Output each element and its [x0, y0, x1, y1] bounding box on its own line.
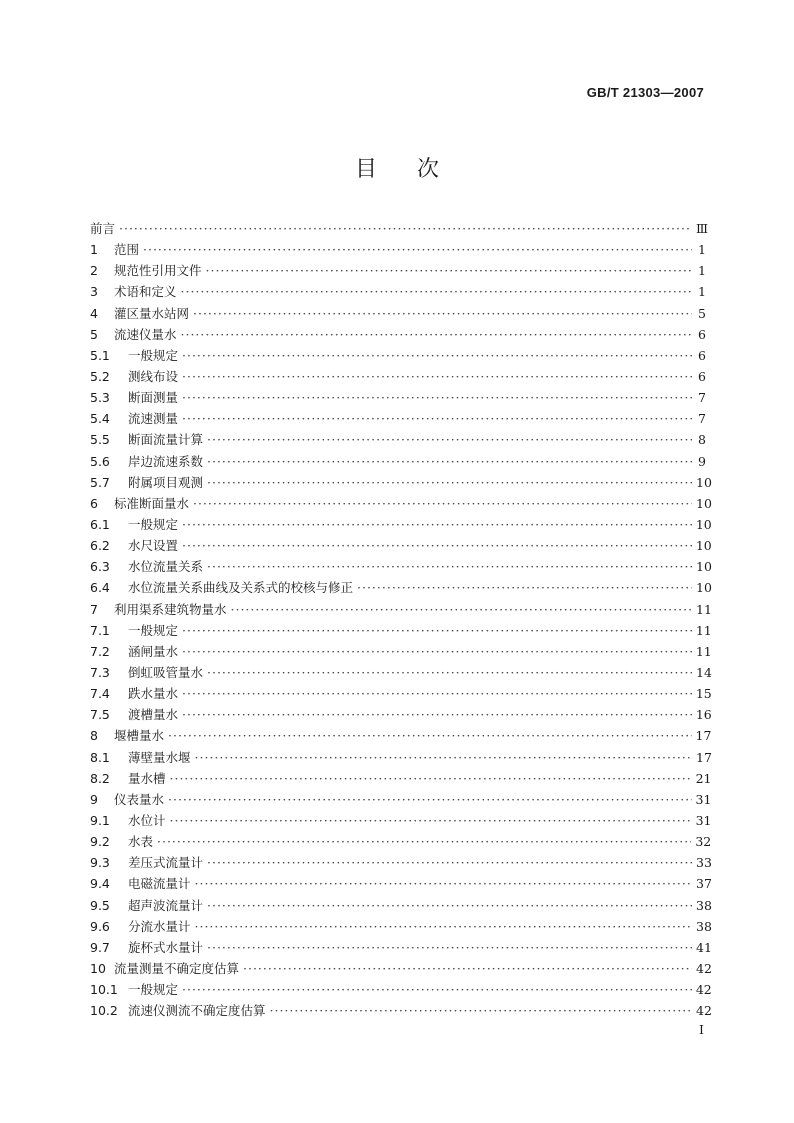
toc-entry-number: 7.2 — [90, 643, 110, 659]
toc-entry-page: 31 — [695, 791, 712, 807]
toc-entry[interactable] — [90, 917, 712, 938]
toc-entry-label: 旋杯式水量计 — [128, 939, 204, 955]
toc-entry-number: 8 — [90, 728, 98, 744]
toc-entry-page: 42 — [695, 982, 712, 998]
dot-leader — [170, 771, 692, 786]
page-title: 目次 — [354, 157, 479, 182]
toc-entry-page: 41 — [696, 939, 712, 955]
toc-entry-label: 一般规定 — [128, 516, 179, 532]
toc-entry-label: 灌区量水站网 — [114, 305, 190, 321]
toc-entry[interactable] — [90, 705, 712, 726]
toc-entry-label: 堰槽量水 — [114, 728, 165, 744]
toc-entry-label: 附属项目观测 — [128, 474, 204, 490]
toc-entry[interactable] — [90, 684, 712, 705]
toc-entry[interactable] — [90, 325, 706, 346]
toc-entry-page: 42 — [696, 960, 712, 976]
toc-entry-page: 10 — [696, 474, 712, 490]
toc-entry-number: 9.7 — [90, 939, 110, 955]
dot-leader — [207, 898, 692, 913]
toc-entry-number: 5 — [90, 326, 98, 342]
toc-entry-label: 水位计 — [128, 812, 166, 828]
toc-entry-number: 5.3 — [90, 390, 110, 406]
toc-entry-number: 5.4 — [90, 411, 110, 427]
dot-leader — [182, 411, 692, 426]
dot-leader — [119, 221, 692, 236]
toc-entry-page: 7 — [698, 390, 706, 406]
dot-leader — [182, 348, 692, 363]
dot-leader — [182, 390, 692, 405]
toc-entry-page: 6 — [698, 368, 706, 384]
dot-leader — [168, 728, 692, 743]
toc-entry-label: 电磁流量计 — [128, 876, 191, 892]
toc-entry-label: 量水槽 — [128, 770, 166, 786]
dot-leader — [168, 792, 692, 807]
toc-entry[interactable] — [90, 219, 709, 240]
toc-entry-label: 流量测量不确定度估算 — [114, 960, 240, 976]
toc-entry-label: 仪表量水 — [114, 791, 165, 807]
toc-entry[interactable] — [90, 938, 712, 959]
toc-entry-label: 范围 — [114, 242, 140, 258]
toc-entry[interactable] — [90, 515, 712, 536]
dot-leader — [207, 559, 692, 574]
toc-entry-page: 6 — [698, 347, 706, 363]
toc-entry-label: 规范性引用文件 — [114, 263, 202, 279]
dot-leader — [143, 242, 692, 257]
toc-entry-page: 15 — [695, 686, 712, 702]
toc-entry-label: 一般规定 — [128, 347, 179, 363]
toc-entry[interactable] — [90, 346, 706, 367]
toc-entry-page: 16 — [695, 707, 712, 723]
toc-entry-page: 10 — [695, 516, 712, 532]
toc-entry-label: 差压式流量计 — [128, 855, 204, 871]
toc-entry[interactable] — [90, 388, 706, 409]
toc-entry-page: 37 — [696, 876, 712, 892]
dot-leader — [206, 263, 692, 278]
dot-leader — [207, 855, 692, 870]
toc-entry-label: 超声波流量计 — [128, 897, 204, 913]
toc-entry-number: 6 — [90, 495, 98, 511]
dot-leader — [193, 496, 692, 511]
toc-entry[interactable] — [90, 621, 712, 642]
toc-entry[interactable] — [90, 769, 712, 790]
dot-leader — [182, 644, 692, 659]
toc-entry-label: 断面流量计算 — [128, 432, 204, 448]
toc-entry-number: 6.2 — [90, 538, 110, 554]
toc-entry-label: 一般规定 — [128, 982, 179, 998]
toc-entry[interactable] — [90, 557, 712, 578]
toc-entry[interactable] — [90, 832, 712, 853]
dot-leader — [207, 665, 692, 680]
toc-entry-page: 38 — [696, 897, 712, 913]
dot-leader — [207, 940, 692, 955]
toc-entry-page: Ⅲ — [696, 221, 709, 236]
table-of-contents — [90, 219, 712, 1022]
toc-entry[interactable] — [90, 494, 712, 515]
toc-entry-number: 7 — [90, 601, 98, 617]
toc-entry[interactable] — [90, 282, 706, 303]
toc-entry[interactable] — [90, 578, 712, 599]
toc-entry-number: 10 — [90, 960, 106, 976]
toc-entry-page: 7 — [698, 411, 706, 427]
toc-entry[interactable] — [90, 959, 712, 980]
toc-entry[interactable] — [90, 790, 712, 811]
toc-entry-number: 10.2 — [90, 1003, 118, 1019]
toc-entry-label: 岸边流速系数 — [128, 453, 204, 469]
toc-entry-label: 薄壁量水堰 — [128, 749, 191, 765]
toc-entry-label: 前言 — [90, 221, 116, 236]
toc-entry-page: 31 — [695, 812, 712, 828]
toc-entry-label: 利用渠系建筑物量水 — [114, 601, 227, 617]
dot-leader — [182, 623, 692, 638]
toc-entry[interactable] — [90, 430, 706, 451]
toc-entry-number: 9.1 — [90, 812, 110, 828]
toc-entry[interactable] — [90, 240, 706, 261]
toc-entry[interactable] — [90, 473, 712, 494]
toc-entry-page: 33 — [696, 855, 712, 871]
toc-entry-page: 17 — [696, 749, 712, 765]
toc-entry-label: 流速测量 — [128, 411, 179, 427]
dot-leader — [207, 432, 692, 447]
toc-entry-page: 5 — [698, 305, 706, 321]
toc-entry-number: 5.1 — [90, 347, 110, 363]
toc-entry-number: 9 — [90, 791, 98, 807]
dot-leader — [157, 834, 691, 849]
dot-leader — [207, 454, 692, 469]
toc-entry-number: 5.7 — [90, 474, 110, 490]
dot-leader — [195, 876, 692, 891]
dot-leader — [193, 306, 692, 321]
toc-entry[interactable] — [90, 748, 712, 769]
toc-entry-number: 7.1 — [90, 622, 110, 638]
toc-entry[interactable] — [90, 367, 706, 388]
toc-entry-number: 5.5 — [90, 432, 110, 448]
toc-entry-number: 3 — [90, 284, 98, 300]
toc-entry[interactable] — [90, 600, 712, 621]
toc-entry-page: 11 — [695, 622, 712, 638]
toc-entry-page: 8 — [698, 432, 706, 448]
toc-entry-label: 测线布设 — [128, 368, 179, 384]
toc-entry-label: 水表 — [128, 834, 154, 850]
toc-entry-page: 21 — [695, 770, 712, 786]
toc-entry-label: 水位流量关系 — [128, 559, 204, 575]
toc-entry[interactable] — [90, 304, 706, 325]
toc-entry-number: 7.4 — [90, 686, 110, 702]
toc-entry-number: 9.6 — [90, 918, 110, 934]
toc-entry-number: 6.1 — [90, 516, 110, 532]
dot-leader — [182, 369, 692, 384]
dot-leader — [195, 919, 692, 934]
dot-leader — [243, 961, 692, 976]
toc-entry-page: 9 — [698, 453, 706, 469]
toc-entry-label: 一般规定 — [128, 622, 179, 638]
toc-entry-page: 17 — [695, 728, 712, 744]
dot-leader — [207, 475, 692, 490]
toc-entry[interactable] — [90, 853, 712, 874]
toc-entry-number: 8.1 — [90, 749, 110, 765]
toc-entry-number: 5.6 — [90, 453, 110, 469]
toc-entry-label: 断面测量 — [128, 390, 179, 406]
toc-entry-number: 9.2 — [90, 834, 110, 850]
toc-entry-label: 流速仪测流不确定度估算 — [128, 1003, 266, 1019]
toc-entry-page: 1 — [698, 284, 706, 300]
toc-entry[interactable] — [90, 536, 712, 557]
toc-entry-number: 10.1 — [90, 982, 118, 998]
toc-entry-page: 11 — [696, 601, 712, 617]
standard-code: GB/T 21303—2007 — [586, 85, 704, 100]
toc-entry-number: 7.5 — [90, 707, 110, 723]
toc-entry-page: 32 — [695, 834, 712, 850]
toc-entry[interactable] — [90, 726, 712, 747]
toc-entry[interactable] — [90, 642, 712, 663]
toc-entry-page: 14 — [696, 664, 712, 680]
toc-entry[interactable] — [90, 874, 712, 895]
toc-entry-number: 9.4 — [90, 876, 110, 892]
toc-entry[interactable] — [90, 663, 712, 684]
dot-leader — [181, 327, 692, 342]
toc-entry-page: 1 — [698, 242, 706, 258]
toc-entry-page: 10 — [696, 495, 712, 511]
dot-leader — [357, 580, 692, 595]
toc-entry-page: 6 — [698, 326, 706, 342]
toc-entry-page: 10 — [696, 580, 712, 596]
toc-entry[interactable] — [90, 261, 706, 282]
toc-entry-label: 倒虹吸管量水 — [128, 664, 204, 680]
toc-entry[interactable] — [90, 409, 706, 430]
toc-entry-page: 42 — [696, 1003, 712, 1019]
dot-leader — [182, 686, 692, 701]
toc-entry[interactable] — [90, 452, 706, 473]
dot-leader — [270, 1003, 692, 1018]
toc-entry-number: 6.3 — [90, 559, 110, 575]
dot-leader — [231, 602, 692, 617]
toc-entry-label: 渡槽量水 — [128, 707, 179, 723]
toc-entry-number: 7.3 — [90, 664, 110, 680]
toc-entry-number: 9.3 — [90, 855, 110, 871]
dot-leader — [170, 813, 692, 828]
dot-leader — [182, 707, 692, 722]
toc-entry-label: 术语和定义 — [114, 284, 177, 300]
dot-leader — [182, 538, 692, 553]
toc-entry[interactable] — [90, 1001, 712, 1022]
toc-entry-label: 水尺设置 — [128, 538, 179, 554]
toc-entry-page: 1 — [698, 263, 706, 279]
toc-entry-number: 5.2 — [90, 368, 110, 384]
toc-entry[interactable] — [90, 980, 712, 1001]
dot-leader — [181, 284, 692, 299]
dot-leader — [195, 750, 692, 765]
toc-entry-page: 10 — [695, 538, 712, 554]
toc-entry-label: 分流水量计 — [128, 918, 191, 934]
toc-entry[interactable] — [90, 811, 712, 832]
toc-entry-number: 8.2 — [90, 770, 110, 786]
page-number: I — [699, 1022, 704, 1037]
toc-entry-label: 跌水量水 — [128, 686, 179, 702]
toc-entry-number: 4 — [90, 305, 98, 321]
toc-entry-label: 流速仪量水 — [114, 326, 177, 342]
toc-entry-page: 38 — [696, 918, 712, 934]
toc-entry-label: 水位流量关系曲线及关系式的校核与修正 — [128, 580, 354, 596]
toc-entry-number: 1 — [90, 242, 98, 258]
dot-leader — [182, 982, 692, 997]
toc-entry-number: 6.4 — [90, 580, 110, 596]
dot-leader — [182, 517, 692, 532]
toc-entry-label: 涵闸量水 — [128, 643, 179, 659]
toc-entry-number: 9.5 — [90, 897, 110, 913]
toc-entry-page: 10 — [696, 559, 712, 575]
toc-entry-label: 标准断面量水 — [114, 495, 190, 511]
toc-entry-page: 11 — [695, 643, 712, 659]
toc-entry[interactable] — [90, 896, 712, 917]
toc-entry-number: 2 — [90, 263, 98, 279]
